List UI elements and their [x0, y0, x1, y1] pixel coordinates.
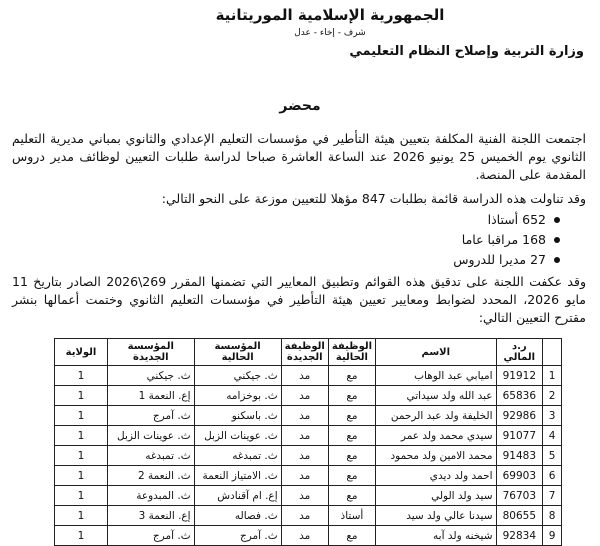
- header-financial-number: ر.د المالي: [496, 339, 543, 366]
- table-row: 2 65836 عبد الله ولد سيداتي مع مد ث. بوخزامه إع. النعمة 1 1: [55, 386, 562, 406]
- table-row: 4 91077 سيدي محمد ولد عمر مع مد ث. عوينات الزبل ث. عوينات الزبل 1: [55, 426, 562, 446]
- bullet-icon: [554, 217, 560, 223]
- table-row: 8 80655 سيدنا عالي ولد سيد أستاذ مد ث. فصاله إع. النعمة 3 1: [55, 506, 562, 526]
- paragraph-meeting: اجتمعت اللجنة الفنية المكلفة بتعيين هيئة التأطير في مؤسسات التعليم الإعدادي والثانوي بمباني مديرية التعليم الثانوي يوم الخميس 25 يونيو 2026 عند الساعة العاشرة صباحا لدراسة طلبات التعيين لوظائف مدير دروس المقدمة على المنصة.: [12, 131, 587, 182]
- table-row: 6 69903 احمد ولد ديدي مع مد ث. الامتياز النعمة ث. النعمة 2 1: [55, 466, 562, 486]
- national-motto: شرف - إخاء - عدل: [294, 28, 366, 38]
- paragraph-applications: وقد تناولت هذه الدراسة قائمة بطلبات 847 مؤهلا للتعيين موزعة على النحو التالي:: [161, 191, 586, 206]
- table-row: 1 91912 اميابي عبد الوهاب مع مد ث. جيكني ث. جيكني 1: [55, 366, 562, 386]
- paragraph-criteria: وقد عكفت اللجنة على تدقيق هذه القوائم وتطبيق المعايير التي تضمنها المقرر 269\2026 الصادر بتاريخ 11 مايو 2026، المحدد لضوابط ومعايير تعيين هيئة التأطير في مؤسسات التعليم الثانوي وختمت أعمالها بنشر مقترح التعيين التالي:: [12, 274, 586, 325]
- list-item: 27 مديرا للدروس: [453, 250, 560, 270]
- document-title: محضر: [279, 98, 321, 114]
- list-item: 652 أستاذا: [453, 210, 560, 230]
- ministry-heading: وزارة التربية وإصلاح النظام التعليمي: [349, 44, 584, 59]
- table-header-row: [55, 339, 562, 366]
- header-name: الاسم: [376, 339, 496, 366]
- republic-heading: الجمهورية الإسلامية الموريتانية: [215, 6, 445, 24]
- bullet-icon: [554, 237, 560, 243]
- appointments-table: [54, 338, 562, 546]
- table-row: 9 92834 شيخنه ولد آبه مع مد ث. آمرج ث. آمرج 1: [55, 526, 562, 546]
- header-current-role: الوظيفة الحالية: [328, 339, 375, 366]
- table-row: 3 92986 الخليفة ولد عبد الرحمن مع مد ث. باسكنو ث. آمرج 1: [55, 406, 562, 426]
- list-item: 168 مراقبا عاما: [453, 230, 560, 250]
- table-row: 5 91483 محمد الامين ولد محمود مع مد ث. تمبدغه ث. تمبدغه 1: [55, 446, 562, 466]
- header-new-role: الوظيفة الجديدة: [281, 339, 328, 366]
- header-wilaya: الولاية: [55, 339, 108, 366]
- table-row: 7 76703 سيد ولد الولي مع مد إع. ام آقنادش ث. المبدوعة 1: [55, 486, 562, 506]
- header-index: [543, 339, 562, 366]
- header-new-institution: المؤسسة الجديدة: [108, 339, 195, 366]
- header-current-institution: المؤسسة الحالية: [194, 339, 281, 366]
- applications-breakdown-list: [453, 210, 560, 270]
- bullet-icon: [554, 257, 560, 263]
